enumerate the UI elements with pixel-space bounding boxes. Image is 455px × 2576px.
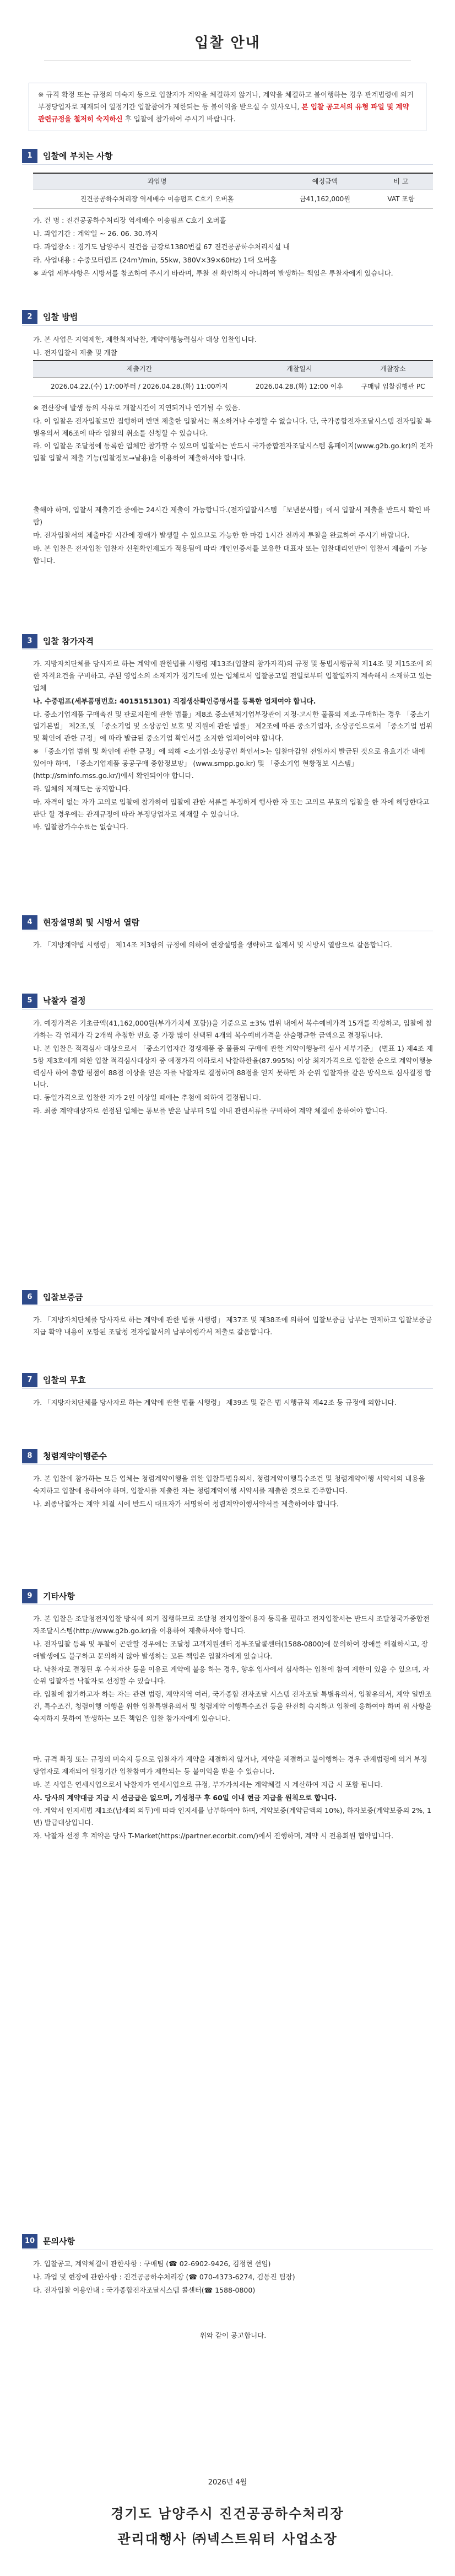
list-item: 다. 이 입찰은 전자입찰로만 집행하며 반면 제출한 입찰서는 취소하거나 수정할 수 없습니다. 단, 국가종합전자조달시스템 전자입찰 특별유의서 제6조에 따라 입찰의 취소를 신청할 수 있습니다. xyxy=(33,416,432,437)
section-number: 2 xyxy=(22,310,37,324)
table-row xyxy=(33,190,433,209)
section-9 xyxy=(22,1588,433,1843)
list-item: 나. 수중펌프(세부품명번호: 4015151301) 직접생산확인증명서를 등록한 업체여야 합니다. xyxy=(33,696,316,705)
section-title: 문의사항 xyxy=(43,2236,75,2246)
section-title: 입찰보증금 xyxy=(43,1292,83,1302)
list-item: 다. 동일가격으로 입찰한 자가 2인 이상일 때에는 추첨에 의하여 결정됩니다. xyxy=(33,1093,261,1102)
section-title: 입찰의 무효 xyxy=(43,1375,86,1385)
list-item: 마. 자격이 없는 자가 고의로 입찰에 참가하여 입찰에 관한 서류를 부정하게 행사한 자 또는 고의로 무효의 입찰을 한 자에 해당한다고 판단 할 경우에는 관계규정에 따라 부정당업자로 제재할 수 있습니다. xyxy=(33,797,430,818)
list-item: 자. 낙찰자 선정 후 계약은 당사 T-Market(https://partner.ecorbit.com/)에서 진행하며, 계약 시 전용회원 협약입니다. xyxy=(33,1832,394,1840)
list-item: 가. 지방자치단체를 당사자로 하는 계약에 관한법률 시행령 제13조(입찰의 참가자격)의 규정 및 동법시행규칙 제14조 및 제15조에 의한 자격요건을 구비하고, 주된 영업소의 소재지가 경기도에 있는 업체로서 입찰공고일 전일로부터 입찰일까지 계속해서 소재하고 있는 업체 xyxy=(33,659,432,692)
section-number: 10 xyxy=(22,2234,37,2248)
list-item: 다. 중소기업제품 구매촉진 및 판로지원에 관한 법률」제8조 중소벤처기업부장관이 지정·고시한 물품의 제조·구매하는 경우 「중소기업기본법」 제2조,및 「중소기업 및 소상공인 보호 및 지원에 관한 법률」 제2조에 따른 중소기업자, 소상공인으로서 「중소기업 범위 및 확인에 관한 규정」에 따라 발급된 중소기업 확인서를 소지한 업체이어야 합니다. xyxy=(33,710,433,743)
section-number: 8 xyxy=(22,1449,37,1463)
list-item: ※ 전산장애 발생 등의 사유로 개찰시간이 지연되거나 연기될 수 있음. xyxy=(33,403,241,412)
list-item: 가. 예정가격은 기초금액(41,162,000원(부가가치세 포함))을 기준으로 ±3% 범위 내에서 복수예비가격 15개를 작성하고, 입찰에 참가하는 각 업체가 각 2개씩 추첨한 번호 중 가장 많이 선택된 4개의 복수예비가격을 산술평균한 금액으로 결정됩니다. xyxy=(33,1019,432,1039)
section-10 xyxy=(22,2233,433,2343)
table-header: 제출기간 xyxy=(33,361,246,378)
list-item: 바. 본 사업은 연세시업으로서 낙찰자가 연세시업으로 규정, 부가가치세는 계약체결 시 계산하여 지급 시 포함 됩니다. xyxy=(33,1780,383,1789)
section-number: 7 xyxy=(22,1373,37,1387)
table-cell: 2026.04.22.(수) 17:00부터 / 2026.04.28.(화) 11:00까지 xyxy=(33,377,246,396)
section-title: 입찰 방법 xyxy=(43,312,78,322)
section-10-header xyxy=(22,2233,433,2250)
section-8 xyxy=(22,1448,433,1511)
list-item: 사. 당사의 계약대금 지급 시 선금급은 없으며, 기성청구 후 60일 이내 현금 지급을 원칙으로 합니다. xyxy=(33,1793,337,1802)
section-3-header xyxy=(22,633,433,650)
list-item: 라. 입찰에 참가하고자 하는 자는 관련 법령, 계약지역 여러, 국가종합 전자조달 시스템 전자조달 특별유의서, 입찰유의서, 계약 일반조건, 특수조건, 청렴이행 이행을 위한 입찰특별유의서 및 청렴계약 이행특수조건 등을 완전히 숙지하고 입찰에 응하여야 하며 위 사항을 숙지하지 못하여 발생하는 모든 책임은 입찰 참가자에게 있습니다. xyxy=(33,1690,432,1722)
list-item: ※ 「중소기업 범위 및 확인에 관한 규정」에 의해 <소기업·소상공인 확인서>는 입찰마감일 전일까지 발급된 것으로 유효기간 내에 있어야 하며, 「중소기업제품 공공구매 종합정보망」 (www.smpp.go.kr) 및 「중소기업 현황정보 시스템」(http://sminfo.mss.go.kr/)에서 확인되어야 합니다. xyxy=(33,747,425,780)
section-1 xyxy=(22,148,433,280)
list-item: 마. 전자입찰서의 제출마감 시간에 장애가 발생할 수 있으므로 가능한 한 마감 1시간 전까지 투찰을 완료하여 주시기 바랍니다. xyxy=(33,530,410,539)
table-row xyxy=(33,377,433,396)
section-8-header xyxy=(22,1448,433,1465)
list-item: 바. 입찰참가수수료는 없습니다. xyxy=(33,823,128,831)
notice-date: 2026년 4월 xyxy=(208,2478,247,2487)
table-header: 비 고 xyxy=(369,173,433,190)
list-item: 출해야 하며, 입찰서 제출기간 중에는 24시간 제출이 가능합니다.(전자입찰시스템 「보낸문서함」에서 입찰서 제출을 반드시 확인 바람) xyxy=(33,506,431,526)
list-item: 가. 건 명 : 진건공공하수처리장 역세배수 이송펌프 C호기 오버홀 xyxy=(33,216,226,224)
list-item: 가. 「지방자치단체를 당사자로 하는 계약에 관한 법률 시행령」 제39조 및 같은 법 시행규칙 제42조 등 규정에 의합니다. xyxy=(33,1398,397,1407)
section-4-header xyxy=(22,914,433,931)
list-item: 가. 본 입찰에 참가하는 모든 업체는 청렴계약이행을 위한 입찰특별유의서, 청렴계약이행특수조건 및 청렴계약이행 서약서의 내용을 숙지하고 입찰에 응하여야 하며, 입찰서를 제출한 자는 청렴계약이행 서약서를 제출한 것으로 간주합니다. xyxy=(33,1474,425,1495)
section-number: 5 xyxy=(22,994,37,1008)
section-number: 4 xyxy=(22,915,37,930)
task-table xyxy=(33,173,433,209)
section-9-header xyxy=(22,1588,433,1605)
list-item: 라. 최종 계약대상자로 선정된 업체는 통보를 받은 날부터 5일 이내 관련서류를 구비하여 계약 체결에 응하여야 합니다. xyxy=(33,1107,388,1115)
list-item: 다. 전자입찰 이용안내 : 국가종합전자조달시스템 콜센터(☎ 1588-0800) xyxy=(33,2285,256,2294)
section-number: 9 xyxy=(22,1589,37,1603)
section-title: 입찰 참가자격 xyxy=(43,636,94,646)
list-item: 라. 이 입찰은 조달청에 등록한 업체만 참가할 수 있으며 입찰서는 반드시 국가종합전자조달시스템 홈페이지(www.g2b.go.kr)의 전자입찰 입찰서 제출 기능(입찰정보→낱용)을 이용하여 제출하셔야 합니다. xyxy=(33,442,433,463)
section-5-header xyxy=(22,992,433,1010)
section-2 xyxy=(22,309,433,568)
list-item: 가. 본 사업은 지역제한, 제한최저낙찰, 계약이행능력심사 대상 입찰입니다. xyxy=(33,335,257,344)
section-title: 낙찰자 결정 xyxy=(43,995,86,1006)
section-2-header xyxy=(22,309,433,326)
table-header: 개찰장소 xyxy=(353,361,433,378)
list-item: 아. 계약서 인지세법 제1조(납세의 의무)에 따라 인지세를 납부하여야 하며, 계약보증(계약금액의 10%), 하자보증(계약보증의 2%, 1년) 발급대상입니다. xyxy=(33,1806,431,1827)
section-1-header xyxy=(22,148,433,165)
list-item: 나. 최종낙찰자는 계약 체결 시에 반드시 대표자가 서명하여 청렴계약이행서약서를 제출하여야 합니다. xyxy=(33,1499,339,1508)
notice-red-text: 본 입찰 공고서의 유형 파일 및 계약 관련규정을 철저히 숙지하신 xyxy=(38,102,409,123)
list-item: 다. 낙찰자로 결정된 후 수치자산 등을 이유로 계약에 불응 하는 경우, 향후 입사에서 심사하는 입찰에 참여 제한이 있을 수 있으며, 자순위 입찰자를 낙찰자로 선정할 수 있습니다. xyxy=(33,1665,430,1686)
list-item: 가. 「지방계약법 시행령」 제14조 제3항의 규정에 의하여 현장설명을 생략하고 설계서 및 시방서 열람으로 갈음합니다. xyxy=(33,941,392,949)
bid-schedule-table xyxy=(33,360,433,396)
section-6 xyxy=(22,1289,433,1339)
section-6-header xyxy=(22,1289,433,1306)
table-header: 과업명 xyxy=(33,173,281,190)
section-title: 입찰에 부치는 사항 xyxy=(43,151,113,161)
list-item: 바. 본 입찰은 전자입찰 입찰자 신원확인제도가 적용됨에 따라 개인인증서를 보유한 대표자 또는 입찰대리인만이 입찰서 제출이 가능합니다. xyxy=(33,544,427,565)
section-title: 현장설명회 및 시방서 열람 xyxy=(43,917,140,927)
section-3 xyxy=(22,633,433,834)
list-item: 다. 과업장소 : 경기도 남양주시 진건읍 금강로1380번길 67 진건공공하수처리시설 내 xyxy=(33,242,290,251)
list-item: 라. 사업내용 : 수중모터펌프 (24m³/min, 55kw, 380V×39×60Hz) 1대 오버홀 xyxy=(33,255,277,264)
list-item: 라. 일체의 제재도는 공지합니다. xyxy=(33,784,131,793)
section-title: 기타사항 xyxy=(43,1591,75,1601)
list-item: 나. 본 입찰은 적격심사 대상으로서 「중소기업자간 경쟁제품 중 물품의 구매에 관한 계약이행능력 심사 세부기준」 (별표 1) 제4조 제5항 제3호에게 의한 입찰 적격심사대상자 중 예정가격 이하로서 낙찰하한율(87.995%) 이상 최저가격으로 입찰한 순으로 계약이행능력심사 하여 총합 평점이 88점 이상을 얻은 자를 낙찰자로 결정하며 88점을 얻지 못하면 차 순위 입찰자를 같은 방식으로 심사결정 합니다. xyxy=(33,1044,433,1089)
list-item: 가. 본 입찰은 조달청전자입찰 방식에 의거 집행하므로 조달청 전자입찰이용자 등록을 필하고 전자입찰서는 반드시 조달청국가종합전자조달시스템(http://www.g2b.go.kr)을 이용하여 제출하셔야 합니다. xyxy=(33,1614,430,1635)
list-item: 가. 입찰공고, 계약체결에 관한사항 : 구매팀 (☎ 02-6902-9426, 김정현 선임) xyxy=(33,2260,271,2268)
section-7-header xyxy=(22,1372,433,1389)
list-item: 마. 규격 확정 또는 규정의 미숙지 등으로 입찰자가 계약을 체결하지 않거나, 계약을 체결하고 불이행하는 경우 관계법령에 의거 부정당업자로 제재되어 일정기간 입찰참여가 제한되는 등 불이익을 받을 수 있습니다. xyxy=(33,1754,427,1775)
table-cell: 진건공공하수처리장 역세배수 이송펌프 C호기 오버홀 xyxy=(33,190,281,209)
table-header: 개찰일시 xyxy=(246,361,353,378)
table-cell: VAT 포함 xyxy=(369,190,433,209)
list-item: 나. 과업기간 : 계약일 ~ 26. 06. 30.까지 xyxy=(33,229,158,238)
table-cell: 2026.04.28.(화) 12:00 이후 xyxy=(246,377,353,396)
closing-statement: 위와 같이 공고합니다. xyxy=(199,2331,267,2339)
list-item: 가. 「지방자치단체를 당사자로 하는 계약에 관한 법률 시행령」 제37조 및 제38조에 의하여 입찰보증금 납부는 면제하고 입찰보증금 지급 확약 내용이 포함된 조달청 전자입찰서의 납부이행각서 제출로 갈음합니다. xyxy=(33,1316,432,1336)
section-number: 3 xyxy=(22,634,37,648)
section-7 xyxy=(22,1372,433,1410)
list-item: 나. 과업 및 현장에 관한사항 : 진건공공하수처리장 (☎ 070-4373-6274, 김동진 팀장) xyxy=(33,2272,295,2281)
list-item: ※ 과업 세부사항은 시방서를 참조하여 주시기 바라며, 투찰 전 확인하지 아니하여 발생하는 책임은 투찰자에게 있습니다. xyxy=(33,269,393,277)
section-5 xyxy=(22,992,433,1118)
table-header: 예정금액 xyxy=(281,173,369,190)
warning-notice-box xyxy=(29,83,426,131)
table-cell: 금41,162,000원 xyxy=(281,190,369,209)
section-number: 1 xyxy=(22,149,37,163)
issuer-facility: 경기도 남양주시 진건공공하수처리장 xyxy=(111,2506,344,2521)
notice-lead: ※ 규격 확정 또는 규정의 미숙지 등으로 입찰자가 계약을 체결하지 않거나, 계약을 체결하고 불이행하는 경우 관계법령에 의거 부정당업자로 제재되어 일정기간 입찰참여가 제한되는 등 불이익을 받으실 수 있사오니, xyxy=(38,90,414,111)
section-number: 6 xyxy=(22,1290,37,1305)
issuer-manager: 관리대행사 ㈜넥스트워터 사업소장 xyxy=(117,2531,338,2547)
list-item: 나. 전자입찰서 제출 및 개찰 xyxy=(33,348,117,357)
table-cell: 구매팀 입찰집행관 PC xyxy=(353,377,433,396)
section-4 xyxy=(22,914,433,952)
page-title: 입찰 안내 xyxy=(194,35,261,51)
section-title: 청렴계약이행준수 xyxy=(43,1451,107,1461)
notice-tail: 후 입찰에 참가하여 주시기 바랍니다. xyxy=(122,114,236,123)
list-item: 나. 전자입찰 등록 및 투찰이 곤란할 경우에는 조달청 고객지원센터 정부조달콜센터(1588-0800)에 문의하여 장애를 해결하시고, 장애발생에도 불구하고 문의하지 않아 발생하는 모든 책임은 입찰자에게 있습니다. xyxy=(33,1639,429,1660)
